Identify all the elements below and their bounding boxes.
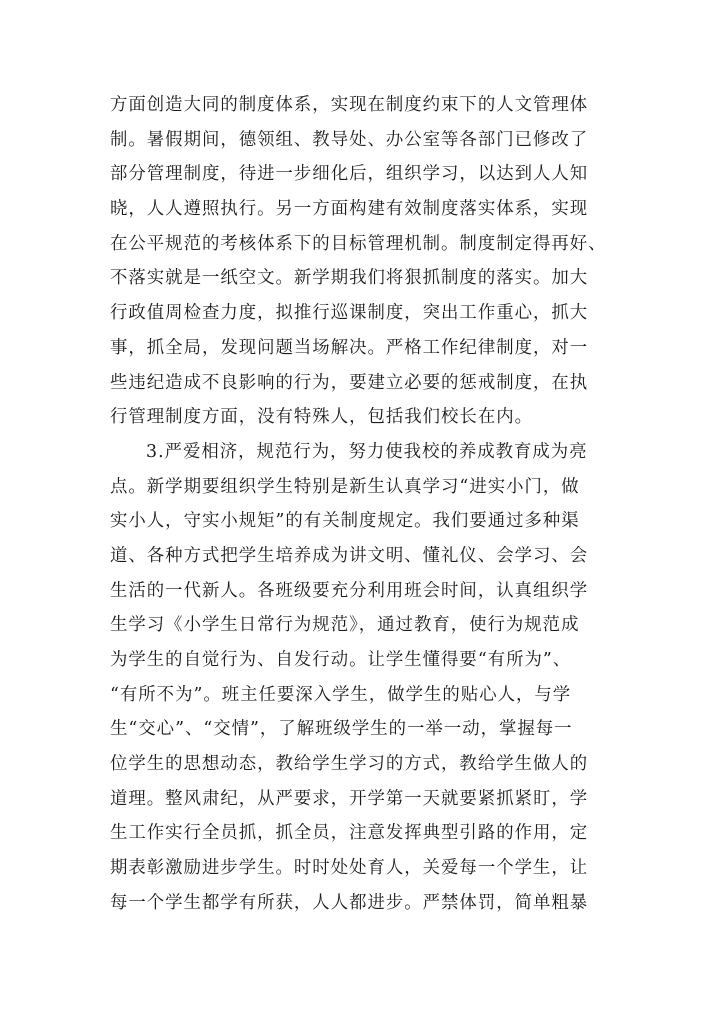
text-line: 行政值周检查力度，拟推行巡课制度，突出工作重心，抓大 bbox=[110, 303, 589, 324]
text-line: 部分管理制度，待进一步细化后，组织学习，以达到人人知 bbox=[110, 164, 589, 185]
text-line: 事，抓全局，发现问题当场解决。严格工作纪律制度，对一 bbox=[110, 337, 589, 358]
section-heading-line: 3.严爱相济，规范行为，努力使我校的养成教育成为亮 bbox=[146, 441, 588, 462]
text-line: 点。新学期要组织学生特别是新生认真学习“进实小门，做 bbox=[110, 476, 580, 497]
text-line: 些违纪造成不良影响的行为，要建立必要的惩戒制度，在执 bbox=[110, 372, 589, 393]
text-line: 为学生的自觉行为、自发行动。让学生懂得要“有所为”、 bbox=[110, 650, 572, 670]
body-text bbox=[110, 88, 615, 921]
text-line: 方面创造大同的制度体系，实现在制度约束下的人文管理体 bbox=[110, 95, 589, 115]
text-line: 每一个学生都学有所获，人人都进步。严禁体罚，简单粗暴 bbox=[110, 892, 589, 913]
text-line: 期表彰激励进步学生。时时处处育人，关爱每一个学生，让 bbox=[110, 858, 589, 879]
text-line: 道、各种方式把学生培养成为讲文明、懂礼仪、会学习、会 bbox=[110, 545, 589, 566]
text-line: 位学生的思想动态，教给学生学习的方式，教给学生做人的 bbox=[110, 754, 589, 775]
text-line: “有所不为”。班主任要深入学生，做学生的贴心人，与学 bbox=[110, 684, 572, 705]
text-line: 晓，人人遵照执行。另一方面构建有效制度落实体系，实现 bbox=[110, 199, 589, 220]
text-line: 生学习《小学生日常行为规范》，通过教育，使行为规范成 bbox=[110, 615, 580, 636]
text-line: 实小人，守实小规矩”的有关制度规定。我们要通过多种渠 bbox=[110, 511, 580, 532]
text-line: 制。暑假期间，德领组、教导处、办公室等各部门已修改了 bbox=[110, 129, 589, 150]
text-line: 不落实就是一纸空文。新学期我们将狠抓制度的落实。加大 bbox=[110, 268, 589, 289]
text-line: 行管理制度方面，没有特殊人，包括我们校长在内。 bbox=[110, 407, 533, 428]
text-line: 道理。整风肃纪，从严要求，开学第一天就要紧抓紧盯，学 bbox=[110, 788, 589, 809]
text-line: 生“交心”、“交情”，了解班级学生的一举一动，掌握每一 bbox=[110, 719, 573, 740]
text-line: 生活的一代新人。各班级要充分利用班会时间，认真组织学 bbox=[110, 580, 589, 601]
text-line: 生工作实行全员抓，抓全员，注意发挥典型引路的作用，定 bbox=[110, 823, 589, 844]
text-line: 在公平规范的考核体系下的目标管理机制。制度制定得再好、 bbox=[110, 233, 607, 254]
